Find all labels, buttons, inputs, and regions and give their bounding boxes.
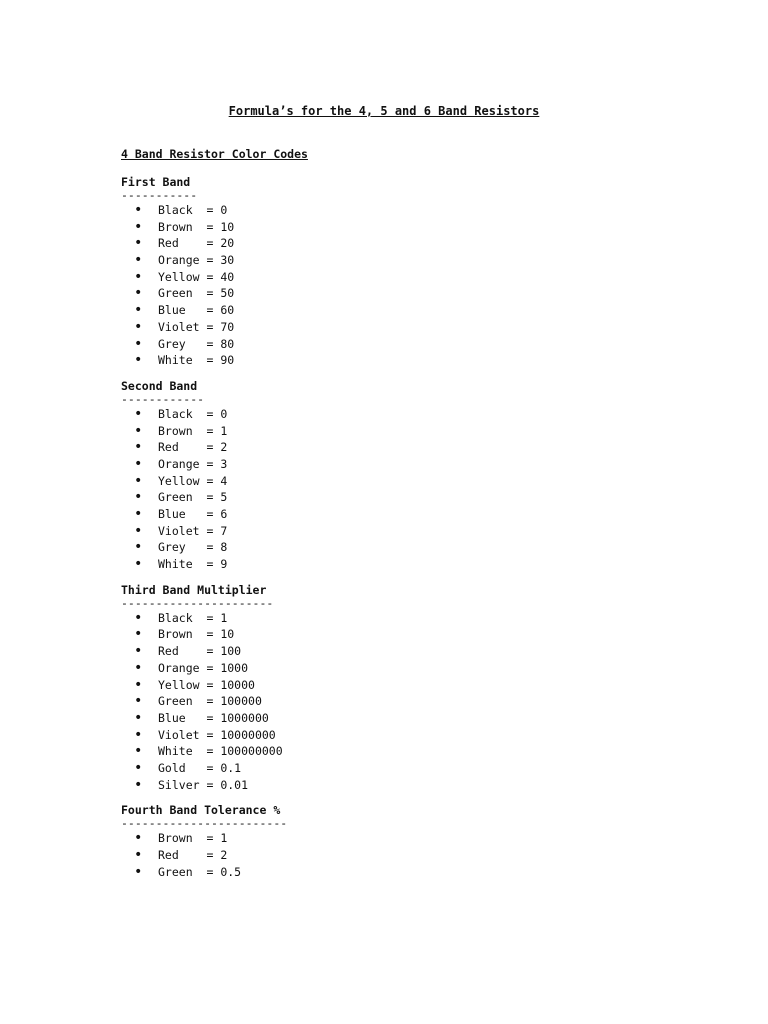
equals-separator: = (178, 644, 221, 659)
equals-separator: = (199, 319, 221, 334)
bullet-icon: • (134, 726, 143, 743)
color-value: 50 (220, 286, 235, 301)
bullet-icon: • (134, 472, 143, 489)
color-code-item (121, 693, 308, 710)
color-code-item (121, 489, 308, 506)
color-value: 4 (220, 473, 228, 488)
color-name: Yellow (158, 677, 200, 692)
equals-separator: = (185, 336, 221, 351)
bullet-icon: • (134, 285, 143, 302)
equals-separator: = (185, 507, 221, 521)
equals-separator: = (192, 423, 221, 438)
equals-separator: = (199, 523, 221, 538)
bullet-icon: • (134, 422, 143, 439)
equals-separator: = (185, 540, 221, 555)
color-code-item (121, 406, 308, 423)
color-code-item (121, 269, 308, 286)
bullet-icon: • (134, 643, 143, 660)
bullet-icon: • (134, 676, 143, 693)
color-value: 6 (220, 507, 228, 521)
color-value: 1 (220, 831, 228, 846)
color-name: Orange (158, 253, 200, 268)
band-title-underline: ----------- (121, 188, 198, 202)
color-value: 0.01 (220, 777, 249, 792)
color-value: 90 (220, 353, 235, 368)
color-code-item (121, 864, 308, 881)
color-value: 8 (220, 540, 228, 555)
bullet-icon: • (134, 335, 143, 352)
color-code-item (121, 760, 308, 777)
bullet-icon: • (134, 302, 143, 319)
color-value: 60 (220, 303, 235, 318)
color-value: 1 (220, 423, 228, 438)
color-code-item (121, 336, 308, 353)
color-name: Yellow (158, 473, 200, 488)
equals-separator: = (178, 440, 221, 455)
bullet-icon: • (134, 268, 143, 285)
color-code-item (121, 319, 308, 336)
color-code-item (121, 352, 308, 369)
equals-separator: = (199, 456, 221, 471)
color-code-item (121, 423, 308, 440)
color-code-item (121, 847, 308, 864)
bullet-icon: • (134, 693, 143, 710)
color-value: 80 (220, 336, 235, 351)
bullet-icon: • (134, 709, 143, 726)
color-value: 1000 (220, 660, 249, 675)
color-name: Violet (158, 319, 200, 334)
equals-separator: = (192, 219, 221, 234)
color-value: 9 (220, 557, 228, 572)
color-code-list (121, 830, 308, 880)
equals-separator: = (192, 694, 221, 709)
bullet-icon: • (134, 743, 143, 760)
color-name: Silver (158, 777, 200, 792)
color-name: Blue (158, 710, 186, 725)
color-code-item (121, 660, 308, 677)
bullet-icon: • (134, 522, 143, 539)
color-name: Red (158, 848, 179, 862)
equals-separator: = (192, 203, 221, 217)
color-code-item (121, 539, 308, 556)
equals-separator: = (192, 627, 221, 642)
bullet-icon: • (134, 489, 143, 506)
color-code-item (121, 252, 308, 269)
equals-separator: = (199, 777, 221, 792)
color-code-item (121, 610, 308, 627)
color-value: 7 (220, 523, 228, 538)
equals-separator: = (199, 269, 221, 284)
color-value: 3 (220, 456, 228, 471)
color-code-item (121, 439, 308, 456)
color-value: 100000 (220, 694, 262, 709)
bullet-icon: • (134, 218, 143, 235)
band-title: Third Band Multiplier (121, 582, 267, 597)
color-name: Grey (158, 540, 186, 555)
color-code-item (121, 777, 308, 794)
equals-separator: = (199, 253, 221, 268)
equals-separator: = (192, 557, 221, 572)
color-value: 30 (220, 253, 235, 268)
color-code-item (121, 235, 308, 252)
color-code-item (121, 302, 308, 319)
bullet-icon: • (134, 352, 143, 369)
equals-separator: = (178, 848, 221, 862)
color-name: Blue (158, 303, 186, 318)
color-name: Green (158, 694, 193, 709)
color-value: 10 (220, 219, 235, 234)
color-name: White (158, 353, 193, 368)
color-code-item (121, 219, 308, 236)
color-code-item (121, 743, 308, 760)
color-name: Blue (158, 507, 186, 521)
equals-separator: = (185, 710, 221, 725)
color-code-list (121, 610, 308, 794)
document-content (121, 147, 308, 890)
color-name: Brown (158, 627, 193, 642)
color-name: Green (158, 286, 193, 301)
equals-separator: = (192, 831, 221, 846)
color-name: Grey (158, 336, 186, 351)
equals-separator: = (185, 760, 221, 775)
equals-separator: = (192, 864, 221, 879)
bullet-icon: • (134, 830, 143, 847)
bullet-icon: • (134, 659, 143, 676)
bullet-icon: • (134, 318, 143, 335)
bullet-icon: • (134, 252, 143, 269)
bullet-icon: • (134, 863, 143, 880)
color-value: 0.1 (220, 760, 242, 775)
color-value: 20 (220, 236, 235, 251)
color-code-item (121, 506, 308, 523)
color-code-item (121, 473, 308, 490)
color-code-item (121, 556, 308, 573)
document-title: Formula’s for the 4, 5 and 6 Band Resistors (228, 104, 540, 118)
color-value: 100 (220, 644, 242, 659)
color-code-list (121, 406, 308, 573)
color-code-item (121, 643, 308, 660)
band-title: Second Band (121, 378, 198, 393)
color-code-item (121, 677, 308, 694)
color-value: 0 (220, 203, 228, 217)
band-title: Fourth Band Tolerance % (121, 803, 281, 818)
color-code-item (121, 285, 308, 302)
color-name: Brown (158, 831, 193, 846)
color-code-item (121, 626, 308, 643)
equals-separator: = (199, 473, 221, 488)
color-value: 0 (220, 406, 228, 421)
bullet-icon: • (134, 776, 143, 793)
bullet-icon: • (134, 439, 143, 456)
equals-separator: = (192, 406, 221, 421)
band-title: First Band (121, 175, 191, 189)
band-section (121, 583, 308, 794)
color-value: 2 (220, 848, 228, 862)
color-value: 70 (220, 319, 235, 334)
equals-separator: = (192, 610, 221, 625)
color-name: Black (158, 406, 193, 421)
equals-separator: = (192, 744, 221, 759)
color-code-item (121, 456, 308, 473)
color-value: 1 (220, 610, 228, 625)
color-name: Green (158, 490, 193, 505)
color-value: 10000 (220, 677, 255, 692)
color-name: Violet (158, 523, 200, 538)
band-title-underline: ---------------------- (121, 595, 274, 610)
band-section (121, 175, 308, 369)
equals-separator: = (178, 236, 221, 251)
bullet-icon: • (134, 506, 143, 522)
color-value: 5 (220, 490, 228, 505)
band-section (121, 803, 308, 880)
bullet-icon: • (134, 235, 143, 252)
color-name: Red (158, 644, 179, 659)
color-name: Violet (158, 727, 200, 742)
color-code-item (121, 523, 308, 540)
color-value: 10 (220, 627, 235, 642)
color-value: 10000000 (220, 727, 276, 742)
color-name: Red (158, 236, 179, 251)
band-title-underline: ------------------------ (121, 816, 288, 831)
equals-separator: = (192, 490, 221, 505)
band-list (121, 175, 308, 880)
color-code-item (121, 830, 308, 847)
bullet-icon: • (134, 539, 143, 556)
color-name: Yellow (158, 269, 200, 284)
band-title-underline: ------------ (121, 391, 205, 406)
bullet-icon: • (134, 626, 143, 643)
equals-separator: = (199, 677, 221, 692)
color-name: Green (158, 864, 193, 879)
color-name: White (158, 744, 193, 759)
bullet-icon: • (134, 759, 143, 776)
color-name: Black (158, 610, 193, 625)
equals-separator: = (185, 303, 221, 318)
bullet-icon: • (134, 556, 143, 573)
equals-separator: = (192, 353, 221, 368)
color-value: 100000000 (220, 744, 283, 759)
bullet-icon: • (134, 405, 143, 422)
color-name: Red (158, 440, 179, 455)
color-value: 0.5 (220, 864, 242, 879)
color-value: 40 (220, 269, 235, 284)
color-value: 1000000 (220, 710, 269, 725)
color-name: Orange (158, 660, 200, 675)
color-code-item (121, 710, 308, 727)
equals-separator: = (199, 660, 221, 675)
band-section (121, 379, 308, 573)
color-name: Brown (158, 423, 193, 438)
equals-separator: = (192, 286, 221, 301)
bullet-icon: • (134, 202, 143, 218)
color-name: Black (158, 203, 193, 217)
bullet-icon: • (134, 609, 143, 626)
color-name: White (158, 557, 193, 572)
bullet-icon: • (134, 847, 143, 863)
color-value: 2 (220, 440, 228, 455)
color-name: Orange (158, 456, 200, 471)
color-code-item (121, 727, 308, 744)
section-heading: 4 Band Resistor Color Codes (121, 147, 308, 161)
bullet-icon: • (134, 455, 143, 472)
color-name: Brown (158, 219, 193, 234)
color-name: Gold (158, 760, 186, 775)
color-code-item (121, 202, 308, 219)
color-code-list (121, 202, 308, 369)
equals-separator: = (199, 727, 221, 742)
